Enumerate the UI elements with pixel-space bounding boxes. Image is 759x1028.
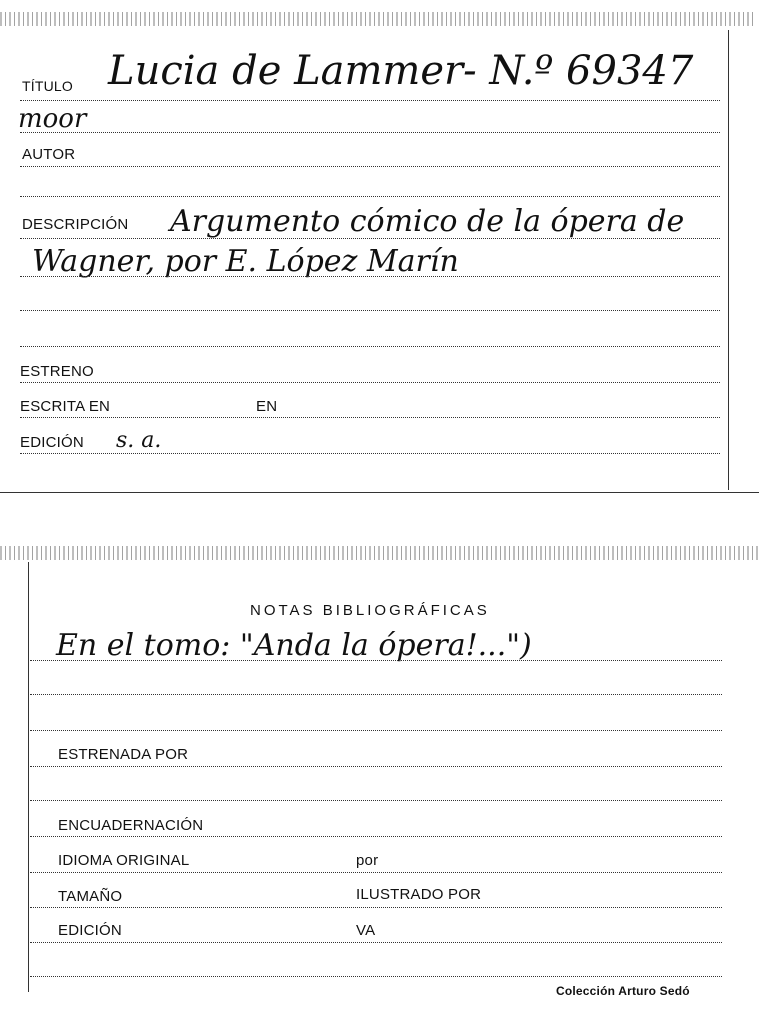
descripcion-rule <box>20 238 720 239</box>
edicion-rule <box>30 942 722 943</box>
titulo-value-continued: moor <box>18 104 87 134</box>
idioma-original-rule <box>30 872 722 873</box>
top-index-card <box>0 0 759 500</box>
edicion-label: EDICIÓN <box>20 434 84 451</box>
autor-rule-2 <box>20 196 720 197</box>
autor-rule <box>20 166 720 167</box>
card-top-edge <box>0 546 759 560</box>
notas-rule <box>30 660 722 661</box>
card-top-edge <box>0 12 755 26</box>
card-bottom-border <box>0 492 759 493</box>
notas-rule-2 <box>30 694 722 695</box>
ilustrado-por-label: ILUSTRADO POR <box>356 886 482 903</box>
edicion-rule-2 <box>30 976 722 977</box>
descripcion-rule-3 <box>20 310 720 311</box>
descripcion-value: Argumento cómico de la ópera de <box>170 204 685 239</box>
por-label: por <box>356 852 379 869</box>
titulo-label: TÍTULO <box>22 78 73 94</box>
bottom-index-card <box>0 540 759 1028</box>
collection-footer: Colección Arturo Sedó <box>556 984 690 998</box>
estreno-label: ESTRENO <box>20 363 94 380</box>
card-right-border <box>728 30 729 490</box>
estreno-rule <box>20 382 720 383</box>
edicion-label: EDICIÓN <box>58 922 122 939</box>
descripcion-rule-2 <box>20 276 720 277</box>
titulo-value: Lucia de Lammer- N.º 69347 <box>108 48 694 94</box>
estrenada-por-rule <box>30 766 722 767</box>
idioma-original-label: IDIOMA ORIGINAL <box>58 852 190 869</box>
tamano-label: TAMAÑO <box>58 888 123 905</box>
notas-bibliograficas-heading: NOTAS BIBLIOGRÁFICAS <box>250 602 490 619</box>
encuadernacion-label: ENCUADERNACIÓN <box>58 817 204 834</box>
notas-value: En el tomo: "Anda la ópera!...") <box>56 628 532 663</box>
card-left-border <box>28 562 29 992</box>
escrita-en-label: ESCRITA EN <box>20 398 111 415</box>
encuadernacion-rule <box>30 836 722 837</box>
descripcion-rule-4 <box>20 346 720 347</box>
titulo-rule-2 <box>20 132 720 133</box>
edicion-value: s. a. <box>116 428 162 453</box>
descripcion-label: DESCRIPCIÓN <box>22 216 129 233</box>
autor-label: AUTOR <box>22 146 76 163</box>
titulo-rule <box>20 100 720 101</box>
va-label: VA <box>356 922 376 939</box>
en-label: EN <box>256 398 278 415</box>
escrita-en-rule <box>20 417 720 418</box>
estrenada-por-rule-2 <box>30 800 722 801</box>
descripcion-value-continued: Wagner, por E. López Marín <box>32 244 459 279</box>
edicion-rule <box>20 453 720 454</box>
tamano-rule <box>30 907 722 908</box>
notas-rule-3 <box>30 730 722 731</box>
estrenada-por-label: ESTRENADA POR <box>58 746 189 763</box>
